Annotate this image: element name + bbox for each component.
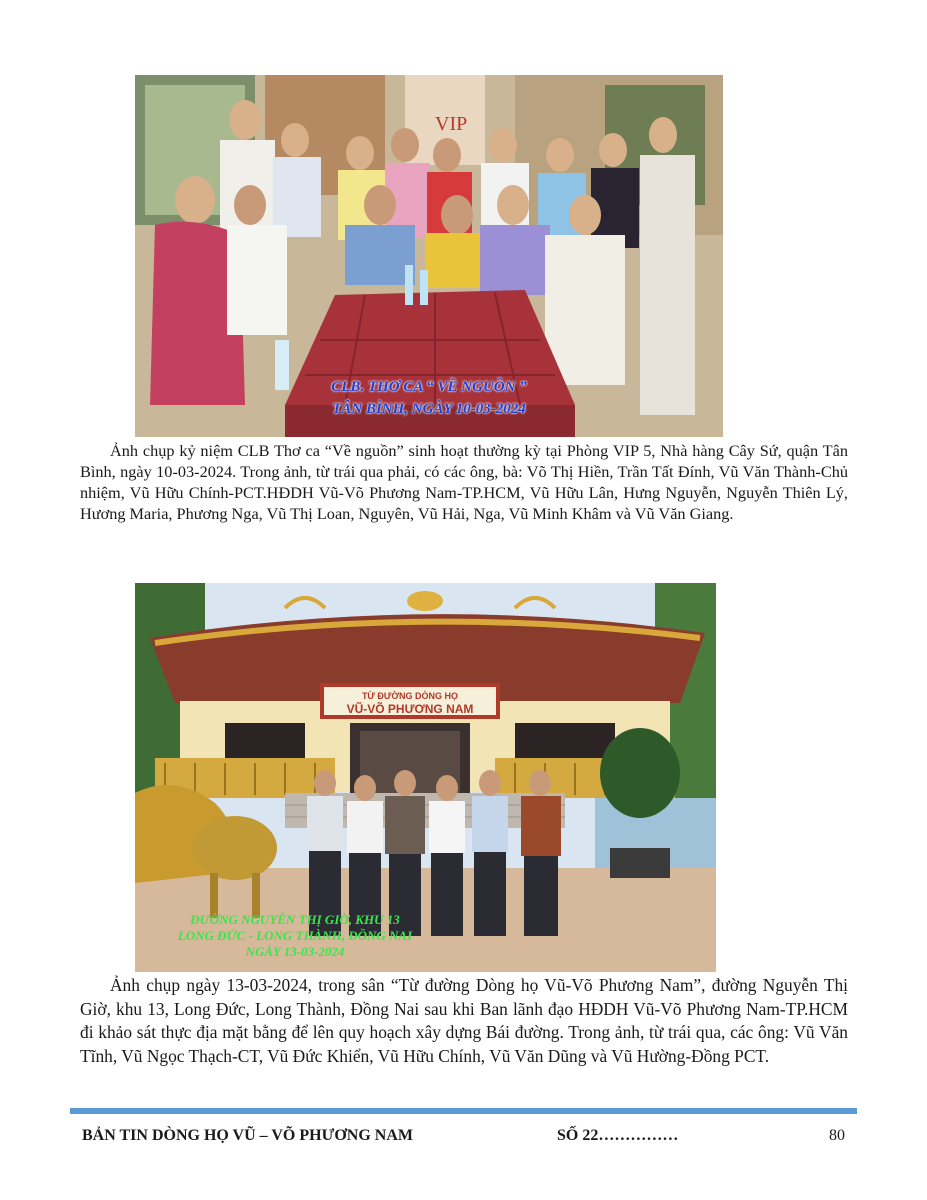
- hall-sign-line2: VŨ-VÕ PHƯƠNG NAM: [346, 702, 474, 716]
- vip-sign-text: VIP: [435, 113, 468, 135]
- ancestral-hall-photo: [135, 583, 716, 972]
- photo1-caption-line1: CLB. THƠ CA “ VỀ NGUỒN ”: [331, 379, 527, 395]
- footer-divider: [70, 1108, 857, 1114]
- photo2-caption-line3: NGÀY 13-03-2024: [245, 944, 345, 959]
- photo1-description: Ảnh chụp kỷ niệm CLB Thơ ca “Về nguồn” sinh hoạt thường kỳ tại Phòng VIP 5, Nhà hàng Cây Sứ, quận Tân Bình, ngày 10-03-2024. Trong ảnh, từ trái qua phải, có các ông, bà: Võ Thị Hiền, Trần Tất Đính, Vũ Văn Thành-Chủ nhiệm, Vũ Hữu Chính-PCT.HĐDH Vũ-Võ Phương Nam-TP.HCM, Vũ Hữu Lân, Hưng Nguyễn, Nguyễn Thiên Lý, Hương Maria, Phương Nga, Vũ Thị Loan, Nguyên, Vũ Hải, Nga, Vũ Minh Khâm và Vũ Văn Giang.: [80, 441, 848, 523]
- photo2-description: Ảnh chụp ngày 13-03-2024, trong sân “Từ đường Dòng họ Vũ-Võ Phương Nam”, đường Nguyễn Thị Giờ, khu 13, Long Đức, Long Thành, Đồng Nai sau khi Ban lãnh đạo HĐDH Vũ-Võ Phương Nam-TP.HCM đi khảo sát thực địa mặt bằng để lên quy hoạch xây dựng Bái đường. Trong ảnh, từ trái qua, các ông: Vũ Văn Tĩnh, Vũ Ngọc Thạch-CT, Vũ Đức Khiển, Vũ Hữu Chính, Vũ Văn Dũng và Vũ Hường-Đồng PCT.: [80, 975, 848, 1066]
- photo2-caption-line2: LONG ĐỨC - LONG THÀNH, ĐỒNG NAI: [177, 928, 413, 943]
- bulletin-title: BẢN TIN DÒNG HỌ VŨ – VÕ PHƯƠNG NAM: [82, 1127, 413, 1144]
- club-meeting-photo: [135, 75, 723, 437]
- photo2-caption-line1: ĐƯỜNG NGUYỄN THỊ GIỜ, KHU 13: [190, 912, 400, 927]
- page-number: 80: [829, 1127, 845, 1144]
- photo1-caption-line2: TÂN BÌNH, NGÀY 10-03-2024: [332, 401, 526, 417]
- hall-sign-line1: TỪ ĐƯỜNG DÒNG HỌ: [361, 691, 459, 701]
- issue-number: SỐ 22……………: [557, 1127, 679, 1144]
